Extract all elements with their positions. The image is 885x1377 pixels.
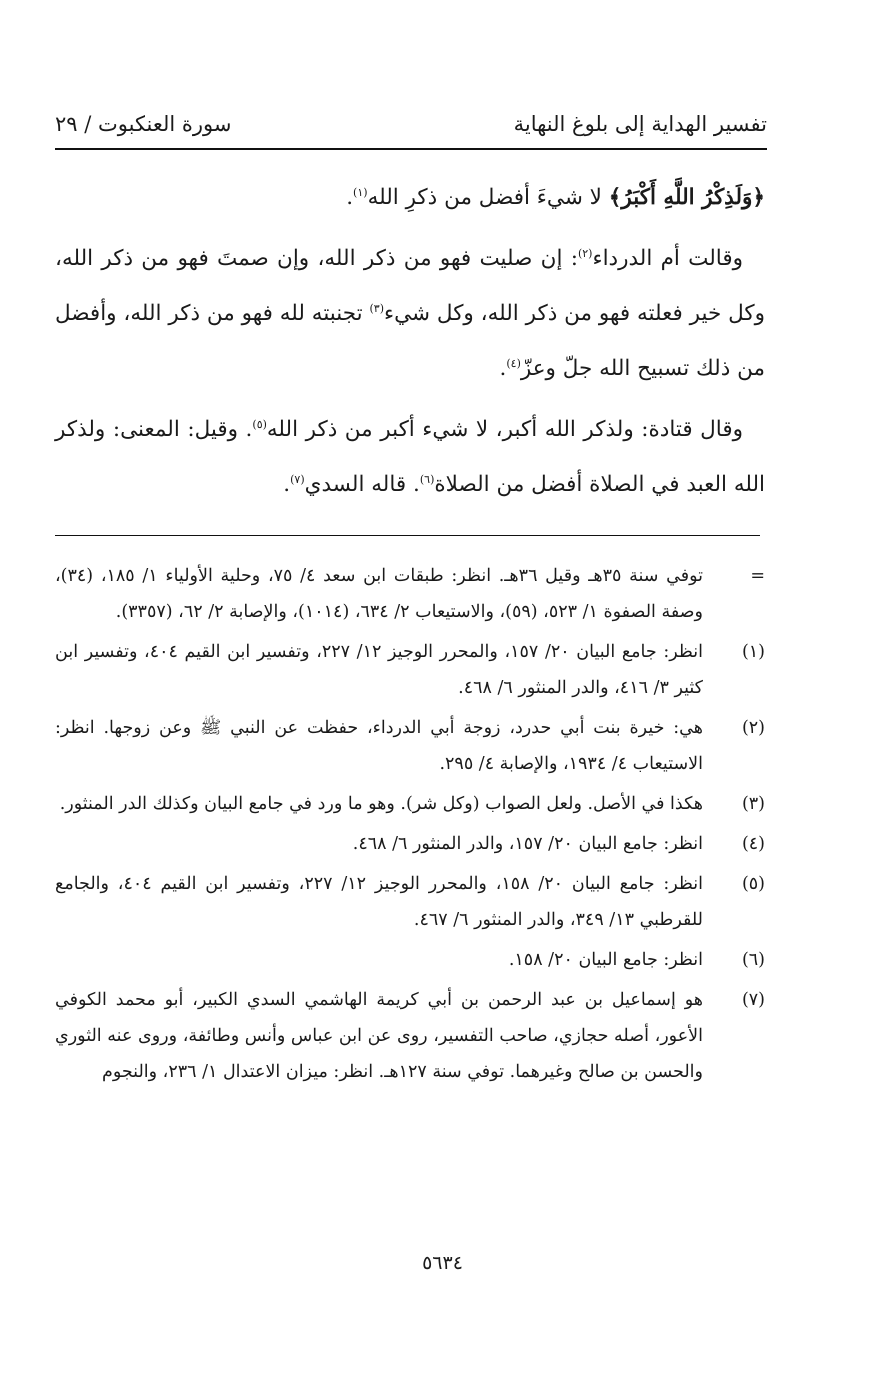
- footnote-2: [55, 710, 765, 782]
- footnote-number: (١): [741, 642, 765, 662]
- paragraph-2-text-b: : إن صليت فهو من ذكر الله، وإن صمتَ فهو من ذكر الله، وكل خير فعلته فهو من ذكر الله، وكل شيء: [55, 246, 766, 326]
- footnote-ref-6: (٦): [419, 472, 435, 486]
- paragraph-1-text-a: لا شيءَ أفضل من ذكرِ الله: [367, 185, 609, 210]
- page-number: ٥٦٣٤: [422, 1252, 463, 1274]
- footnote-ref-5: (٥): [252, 417, 267, 431]
- footnote-ref-2: (٢): [577, 246, 593, 260]
- footnote-ref-4: (٤): [506, 356, 521, 370]
- footnote-text: انظر: جامع البيان ٢٠/ ١٥٧، والدر المنثور ٦/ ٤٦٨.: [352, 834, 703, 854]
- footnote-text: هكذا في الأصل. ولعل الصواب (وكل شر). وهو ما ورد في جامع البيان وكذلك الدر المنثور.: [59, 794, 703, 814]
- quran-verse: ﴿وَلَذِكْرُ اللَّهِ أَكْبَرُ﴾: [608, 185, 765, 210]
- running-header: [55, 106, 767, 148]
- footnote-number: (٣): [741, 794, 765, 814]
- footnote-text: انظر: جامع البيان ٢٠/ ١٥٧، والمحرر الوجيز ١٢/ ٢٢٧، وتفسير ابن القيم ٤٠٤، وتفسير ابن كثير ٣/ ٤١٦، والدر المنثور ٦/ ٤٦٨.: [55, 642, 703, 698]
- footnote-number: (٥): [741, 874, 765, 894]
- footnote-text: هو إسماعيل بن عبد الرحمن بن أبي كريمة الهاشمي السدي الكبير، أبو محمد الكوفي الأعور، أصله حجازي، صاحب التفسير، روى عن ابن عباس وأنس وطائفة، وروى عنه الثوري والحسن بن صالح وغيرهما. توفي سنة ١٢٧هـ. انظر: ميزان الاعتدال ١/ ٢٣٦، والنجوم: [55, 990, 703, 1082]
- footnote-5: [55, 866, 765, 938]
- paragraph-1: [55, 170, 765, 225]
- paragraph-2-text-a: وقالت أم الدرداء: [592, 246, 743, 271]
- footnote-1: [55, 634, 765, 706]
- footnote-text: توفي سنة ٣٥هـ وقيل ٣٦هـ. انظر: طبقات ابن سعد ٤/ ٧٥، وحلية الأولياء ١/ ١٨٥، (٣٤)، وصفة الصفوة ١/ ٥٢٣، (٥٩)، والاستيعاب ٢/ ٦٣٤، (١٠١٤)، والإصابة ٢/ ٦٢، (٣٣٥٧).: [55, 566, 703, 622]
- footnote-3: [55, 786, 765, 822]
- paragraph-2: [55, 231, 765, 396]
- footnote-text: انظر: جامع البيان ٢٠/ ١٥٨.: [508, 950, 703, 970]
- footnote-ref-7: (٧): [290, 472, 305, 486]
- footnote-4: [55, 826, 765, 862]
- footnote-number: (٦): [741, 950, 765, 970]
- header-rule: [55, 148, 767, 150]
- footnote-7: [55, 982, 765, 1090]
- paragraph-3-text-d: .: [283, 472, 291, 497]
- book-title: تفسير الهداية إلى بلوغ النهاية: [513, 112, 767, 136]
- surah-reference: سورة العنكبوت / ٢٩: [55, 112, 232, 136]
- footnote-6: [55, 942, 765, 978]
- footnotes: [55, 558, 765, 1094]
- footnote-number: (٤): [741, 834, 765, 854]
- footnote-ref-3: (٣): [369, 301, 385, 315]
- footnote-text: هي: خيرة بنت أبي حدرد، زوجة أبي الدرداء، حفظت عن النبي ﷺ وعن زوجها. انظر: الاستيعاب ٤/ ١٩٣٤، والإصابة ٤/ ٢٩٥.: [55, 718, 703, 774]
- footnote-text: انظر: جامع البيان ٢٠/ ١٥٨، والمحرر الوجيز ١٢/ ٢٢٧، وتفسير ابن القيم ٤٠٤، والجامع للقرطبي ١٣/ ٣٤٩، والدر المنثور ٦/ ٤٦٧.: [55, 874, 703, 930]
- paragraph-3-text-c: . قاله السدي: [304, 472, 420, 497]
- paragraph-3-text-b: . وقيل: المعنى: ولذكر الله العبد في الصلاة أفضل من الصلاة: [55, 417, 765, 497]
- footnote-number: (٢): [741, 718, 765, 738]
- footnote-continued: [55, 558, 765, 630]
- paragraph-3-text-a: وقال قتادة: ولذكر الله أكبر، لا شيء أكبر من ذكر الله: [266, 417, 743, 442]
- paragraph-2-text-c: تجنبته لله فهو من ذكر الله، وأفضل من ذلك تسبيح الله جلّ وعزّ: [55, 301, 765, 381]
- paragraph-2-text-d: .: [499, 356, 507, 381]
- paragraph-1-text-b: .: [346, 185, 354, 210]
- paragraph-3: [55, 402, 765, 512]
- main-text: [55, 170, 765, 512]
- footnote-rule: [55, 535, 760, 536]
- footnote-ref-1: (١): [353, 185, 368, 199]
- footnote-number: (٧): [741, 990, 765, 1010]
- footnote-number: =: [750, 566, 765, 586]
